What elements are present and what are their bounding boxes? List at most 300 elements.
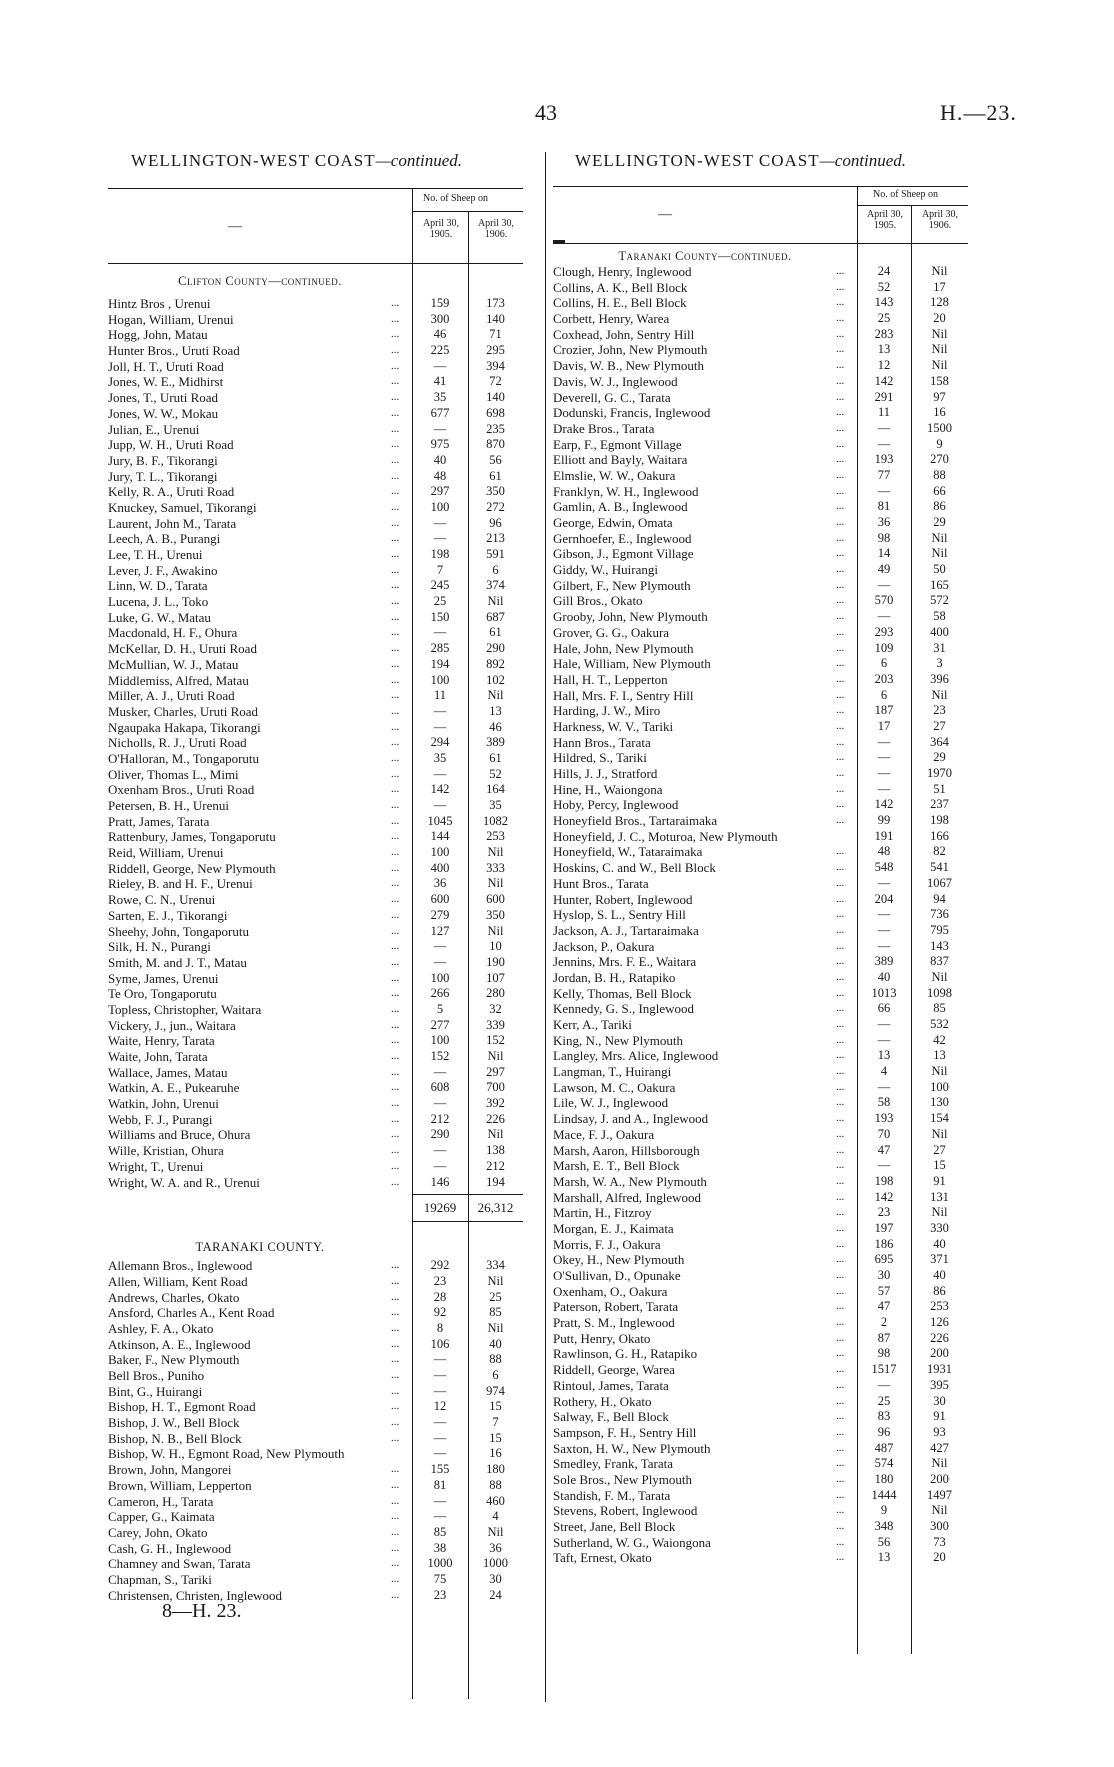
owner-name: Hogan, William, Urenui	[108, 311, 234, 327]
sheep-1906: 31	[933, 640, 946, 655]
table-row	[108, 1368, 523, 1384]
owner-name: Rowe, C. N., Urenui	[108, 892, 216, 908]
sheep-1905: 142	[874, 373, 894, 388]
sheep-1905: 13	[877, 342, 891, 357]
table-row	[108, 390, 523, 406]
owner-name: Williams and Bruce, Ohura	[108, 1127, 251, 1143]
sheep-1905: —	[433, 421, 447, 436]
leader-dots: ...	[836, 1002, 845, 1015]
leader-dots: ...	[836, 1080, 845, 1093]
owner-name: Silk, H. N., Purangi	[108, 939, 211, 955]
sheep-1905: 285	[430, 641, 450, 656]
owner-name: Andrews, Charles, Okato	[108, 1289, 240, 1305]
table-row	[553, 829, 968, 845]
owner-name: Oliver, Thomas L., Mimi	[108, 766, 239, 782]
sheep-1906: 85	[489, 1305, 502, 1320]
table-row	[108, 1033, 523, 1049]
sheep-1906: 364	[930, 734, 949, 749]
table-row	[553, 1488, 968, 1504]
sheep-1906: 389	[486, 735, 505, 750]
owner-name: Kelly, Thomas, Bell Block	[553, 985, 692, 1001]
leader-dots: ...	[391, 1572, 400, 1585]
sheep-1905: 1444	[871, 1487, 897, 1502]
sheep-1905: 48	[877, 844, 891, 859]
sheep-1905: —	[433, 1430, 447, 1445]
leader-dots: ...	[391, 1337, 400, 1350]
owner-name: Hunter, Robert, Inglewood	[553, 891, 693, 907]
owner-name: Hoskins, C. and W., Bell Block	[553, 860, 716, 876]
sheep-1905: 279	[430, 907, 450, 922]
sheep-1906: Nil	[931, 530, 948, 545]
left-rows-taranaki	[108, 1258, 523, 1603]
leader-dots: ...	[391, 783, 400, 796]
sheep-1905: —	[433, 1368, 447, 1382]
sheep-1905: 203	[874, 671, 894, 686]
table-row	[553, 986, 968, 1002]
leader-dots: ...	[836, 1253, 845, 1266]
owner-name: Jackson, A. J., Tartaraimaka	[553, 922, 699, 938]
sheep-1905: —	[877, 734, 891, 749]
table-row	[553, 609, 968, 625]
sheep-1906: 200	[930, 1346, 949, 1361]
sheep-1906: 280	[486, 986, 505, 1001]
sheep-1906: 427	[930, 1440, 949, 1455]
owner-name: O'Halloran, M., Tongaporutu	[108, 750, 260, 766]
sheep-1906: 30	[933, 1393, 946, 1408]
owner-name: Grooby, John, New Plymouth	[553, 609, 708, 625]
owner-name: Hunter Bros., Uruti Road	[108, 343, 240, 359]
table-row	[553, 1033, 968, 1049]
sheep-1906: 152	[486, 1033, 505, 1048]
table-row	[108, 767, 523, 783]
owner-name: Middlemiss, Alfred, Matau	[108, 672, 249, 688]
sheep-1906: 40	[489, 1336, 502, 1351]
owner-name: Marsh, Aaron, Hillsborough	[553, 1142, 700, 1158]
sheep-1906: 1497	[927, 1487, 952, 1502]
sheep-1906: 72	[489, 374, 502, 389]
table-row	[108, 688, 523, 704]
leader-dots: ...	[836, 547, 845, 560]
table-row	[108, 1096, 523, 1112]
sheep-1906: 190	[486, 954, 505, 969]
leader-dots: ...	[836, 814, 845, 827]
leader-dots: ...	[836, 767, 845, 779]
sheep-1905: 14	[877, 546, 891, 561]
table-row	[108, 1509, 523, 1525]
owner-name: Bell Bros., Puniho	[108, 1368, 205, 1383]
leader-dots: ...	[836, 782, 845, 795]
right-rows-taranaki	[553, 264, 968, 1566]
sheep-1906: 371	[930, 1252, 949, 1267]
owner-name: Davis, W. B., New Plymouth	[553, 358, 704, 374]
owner-name: Mace, F. J., Oakura	[553, 1126, 655, 1142]
sheep-1906: 86	[933, 1283, 946, 1298]
sheep-1905: 23	[877, 1205, 891, 1220]
table-row	[108, 594, 523, 610]
owner-name: Jury, T. L., Tikorangi	[108, 468, 218, 484]
sheep-1906: Nil	[931, 546, 948, 561]
leader-dots: ...	[391, 1494, 400, 1507]
sheep-1905: 40	[877, 969, 891, 984]
table-row	[553, 327, 968, 343]
sheep-1905: 5	[436, 1001, 444, 1016]
table-row	[553, 1190, 968, 1206]
owner-name: Cameron, H., Tarata	[108, 1493, 214, 1509]
sheep-1905: 24	[877, 264, 891, 278]
owner-name: Watkin, A. E., Pukearuhe	[108, 1080, 240, 1096]
owner-name: Marsh, W. A., New Plymouth	[553, 1173, 707, 1189]
sheep-1905: 152	[430, 1049, 450, 1063]
leader-dots: ...	[836, 1174, 845, 1187]
owner-name: Sheehy, John, Tongaporutu	[108, 923, 249, 939]
sheep-1906: 297	[486, 1064, 505, 1079]
sheep-1905: 2	[880, 1315, 888, 1330]
table-row	[108, 1305, 523, 1321]
page-footer: 8—H. 23.	[162, 1600, 242, 1622]
sheep-1905: 77	[877, 467, 891, 482]
leader-dots: ...	[391, 1353, 400, 1366]
owner-name: Reid, William, Urenui	[108, 845, 224, 861]
sheep-1905: 186	[874, 1236, 894, 1251]
sheep-1906: Nil	[931, 1126, 948, 1141]
sheep-1906: 154	[930, 1111, 949, 1126]
leader-dots: ...	[391, 485, 400, 498]
left-title-cont: —continued.	[375, 151, 463, 170]
leader-dots: ...	[391, 516, 400, 529]
table-row	[553, 452, 968, 468]
sheep-1906: Nil	[487, 923, 504, 938]
owner-name: Elmslie, W. W., Oakura	[553, 467, 676, 483]
table-row	[108, 1415, 523, 1431]
table-row	[108, 782, 523, 798]
sheep-1906: 394	[486, 358, 505, 373]
table-row	[553, 1017, 968, 1033]
sheep-1906: 700	[486, 1080, 505, 1095]
table-row	[553, 1550, 968, 1566]
sheep-1905: 12	[877, 358, 891, 373]
sheep-1905: 198	[430, 547, 450, 561]
owner-name: Putt, Henry, Okato	[553, 1330, 651, 1346]
leader-dots: ...	[391, 1321, 400, 1334]
sheep-1905: 7	[436, 562, 444, 577]
sheep-1905: 1013	[871, 985, 897, 1000]
leader-dots: ...	[836, 406, 845, 419]
sheep-1905: 9	[880, 1503, 888, 1518]
sheep-1905: —	[433, 515, 447, 530]
sheep-1905: —	[877, 420, 891, 435]
leader-dots: ...	[836, 939, 845, 952]
sheep-1906: 290	[486, 641, 505, 656]
sheep-1906: 687	[486, 609, 505, 624]
table-row	[108, 1258, 523, 1274]
sheep-1905: —	[877, 922, 891, 937]
sheep-1906: 91	[933, 1173, 946, 1188]
owner-name: Davis, W. J., Inglewood	[553, 373, 678, 389]
leader-dots: ...	[391, 971, 400, 984]
sheep-1906: 532	[930, 1017, 949, 1031]
sheep-1905: —	[433, 1493, 447, 1508]
leader-dots: ...	[836, 908, 845, 921]
sheep-1905: 187	[874, 703, 894, 718]
sheep-1906: 29	[933, 515, 946, 529]
table-row	[553, 531, 968, 547]
table-row	[108, 374, 523, 390]
sheep-1905: —	[877, 750, 891, 765]
sheep-1906: 9	[936, 436, 943, 451]
sheep-1906: 51	[933, 781, 946, 796]
sheep-1905: —	[433, 798, 447, 812]
sheep-1905: 6	[880, 656, 888, 671]
sheep-1905: 204	[874, 891, 894, 906]
left-table-header	[108, 188, 523, 264]
table-row	[108, 1384, 523, 1400]
leader-dots: ...	[836, 531, 845, 544]
sheep-1905: —	[433, 766, 447, 781]
sheep-1906: Nil	[487, 594, 504, 609]
sheep-1906: 52	[489, 766, 502, 781]
sheep-1906: 6	[492, 1368, 499, 1382]
leader-dots: ...	[836, 1284, 845, 1297]
sheep-1905: 142	[874, 797, 894, 812]
owner-name: Baker, F., New Plymouth	[108, 1352, 240, 1368]
table-row	[553, 1064, 968, 1080]
leader-dots: ...	[391, 642, 400, 655]
owner-name: Sole Bros., New Plymouth	[553, 1471, 693, 1487]
owner-name: Sampson, F. H., Sentry Hill	[553, 1424, 697, 1440]
section-heading: Clifton County—continued.	[178, 274, 342, 288]
owner-name: Joll, H. T., Uruti Road	[108, 358, 224, 374]
leader-dots: ...	[836, 986, 845, 999]
owner-name: Collins, A. K., Bell Block	[553, 279, 688, 295]
table-row	[108, 1018, 523, 1034]
leader-dots: ...	[391, 1018, 400, 1031]
owner-name: Wright, T., Urenui	[108, 1158, 204, 1174]
sheep-1906: Nil	[487, 876, 504, 891]
sheep-1905: 48	[433, 468, 447, 483]
table-row	[108, 1556, 523, 1572]
sheep-1905: —	[433, 531, 447, 546]
sheep-1905: —	[877, 436, 891, 451]
owner-name: Coxhead, John, Sentry Hill	[553, 326, 695, 342]
leader-dots: ...	[836, 1410, 845, 1423]
sheep-1905: 47	[877, 1299, 891, 1314]
sheep-1905: 23	[433, 1273, 447, 1288]
owner-name: Sarten, E. J., Tikorangi	[108, 907, 228, 923]
owner-name: Webb, F. J., Purangi	[108, 1111, 213, 1127]
table-row	[108, 924, 523, 940]
table-row	[553, 860, 968, 876]
owner-name: Street, Jane, Bell Block	[553, 1519, 676, 1534]
sheep-1905: 100	[430, 499, 450, 514]
owner-name: Hogg, John, Matau	[108, 327, 208, 343]
table-row	[553, 1174, 968, 1190]
table-row	[108, 1525, 523, 1541]
sheep-1905: 294	[430, 735, 450, 750]
sheep-1906: 194	[486, 1174, 505, 1189]
leader-dots: ...	[391, 438, 400, 451]
sheep-1905: —	[877, 577, 891, 592]
owner-name: Ashley, F. A., Okato	[108, 1320, 214, 1336]
owner-name: Wille, Kristian, Ohura	[108, 1143, 224, 1159]
sheep-1906: 1970	[927, 766, 952, 780]
sheep-1905: 180	[874, 1471, 894, 1486]
leader-dots: ...	[391, 940, 400, 953]
sheep-1906: 29	[933, 750, 946, 765]
leader-dots: ...	[836, 265, 845, 277]
sheep-1905: 11	[877, 405, 891, 420]
owner-name: Petersen, B. H., Urenui	[108, 798, 229, 813]
sheep-1905: 12	[433, 1399, 447, 1414]
sheep-1905: 297	[430, 484, 450, 499]
owner-name: Langman, T., Huirangi	[553, 1064, 672, 1080]
sheep-1905: 70	[877, 1126, 891, 1141]
leader-dots: ...	[391, 532, 400, 545]
leader-dots: ...	[836, 296, 845, 309]
owner-name: Oxenham, O., Oakura	[553, 1283, 668, 1299]
leader-dots: ...	[391, 689, 400, 702]
sheep-1905: —	[877, 609, 891, 624]
owner-name: Wright, W. A. and R., Urenui	[108, 1174, 260, 1190]
sheep-1905: 292	[430, 1258, 450, 1273]
sheep-1905: —	[433, 939, 447, 954]
leader-dots: ...	[836, 327, 845, 340]
table-row	[108, 1431, 523, 1447]
table-row	[553, 1111, 968, 1127]
sheep-1905: 348	[874, 1519, 894, 1533]
sheep-1906: 36	[489, 1540, 502, 1555]
owner-name: Gamlin, A. B., Inglewood	[553, 499, 688, 515]
table-row	[553, 688, 968, 704]
table-row	[553, 750, 968, 766]
sheep-1905: 35	[433, 750, 447, 765]
owner-name: Rintoul, James, Tarata	[553, 1377, 669, 1393]
owner-name: Rothery, H., Okato	[553, 1393, 652, 1409]
table-row	[553, 1158, 968, 1174]
leader-dots: ...	[836, 1551, 845, 1564]
left-table-body	[108, 264, 523, 1603]
table-row	[553, 939, 968, 955]
sheep-1906: Nil	[931, 687, 948, 702]
leader-dots: ...	[836, 390, 845, 403]
owner-name: Christensen, Christen, Inglewood	[108, 1587, 283, 1603]
owner-name: Harding, J. W., Miro	[553, 703, 661, 719]
sheep-1906: 164	[486, 782, 505, 797]
owner-name: Smedley, Frank, Tarata	[553, 1456, 674, 1472]
leader-dots: ...	[391, 893, 400, 906]
sheep-1906: 158	[930, 373, 949, 388]
sheep-1905: 142	[430, 782, 450, 797]
owner-name: Laurent, John M., Tarata	[108, 515, 237, 531]
owner-name: Carey, John, Okato	[108, 1524, 208, 1540]
sheep-1906: 698	[486, 405, 505, 420]
owner-name: Smith, M. and J. T., Matau	[108, 954, 247, 970]
sheep-1905: 58	[877, 1095, 891, 1110]
leader-dots: ...	[836, 484, 845, 497]
sheep-1906: 736	[930, 907, 949, 922]
sheep-1906: 88	[489, 1352, 502, 1367]
sheep-1906: Nil	[487, 1524, 504, 1539]
sheep-1906: 94	[933, 891, 946, 906]
leader-dots: ...	[836, 735, 845, 748]
leader-dots: ...	[836, 1472, 845, 1485]
sheep-1906: 1000	[483, 1556, 508, 1571]
sheep-1906: 1931	[927, 1362, 952, 1377]
leader-dots: ...	[391, 626, 400, 639]
leader-dots: ...	[836, 672, 845, 685]
table-row	[553, 405, 968, 421]
sheep-1906: 24	[489, 1587, 502, 1602]
table-row	[553, 1143, 968, 1159]
owner-name: Ansford, Charles A., Kent Road	[108, 1305, 275, 1321]
sheep-1906: 20	[933, 311, 946, 326]
owner-name: Pratt, James, Tarata	[108, 813, 210, 829]
sheep-1906: 50	[933, 562, 946, 577]
sheep-1905: 197	[874, 1220, 894, 1235]
table-row	[108, 892, 523, 908]
owner-name: Bishop, H. T., Egmont Road	[108, 1399, 256, 1415]
leader-dots: ...	[836, 1394, 845, 1407]
owner-name: Hale, William, New Plymouth	[553, 656, 711, 672]
owner-name: Giddy, W., Huirangi	[553, 562, 658, 578]
leader-dots: ...	[391, 1065, 400, 1078]
sheep-1906: 73	[933, 1534, 946, 1549]
table-row	[108, 971, 523, 987]
table-row	[553, 766, 968, 782]
sheep-1905: 277	[430, 1017, 450, 1032]
sheep-1905: 100	[430, 845, 450, 860]
table-row	[108, 798, 523, 814]
sheep-1906: 86	[933, 499, 946, 514]
left-title	[131, 151, 462, 171]
sheep-1906: 32	[489, 1001, 502, 1016]
sheep-1906: Nil	[931, 1064, 948, 1079]
left-rows-clifton	[108, 296, 523, 1190]
table-row	[108, 578, 523, 594]
table-row	[553, 892, 968, 908]
sheep-1906: 350	[486, 484, 505, 499]
leader-dots: ...	[391, 453, 400, 466]
sheep-1905: 30	[877, 1268, 891, 1282]
sheep-1906: 213	[486, 531, 505, 546]
sheep-1906: 66	[933, 483, 946, 498]
table-row	[108, 422, 523, 438]
sheep-1905: —	[433, 703, 447, 718]
sheep-1906: 226	[930, 1330, 949, 1345]
sheep-1906: 140	[486, 311, 505, 326]
leader-dots: ...	[391, 1050, 400, 1062]
leader-dots: ...	[391, 657, 400, 670]
owner-name: Bishop, N. B., Bell Block	[108, 1430, 242, 1446]
owner-name: Collins, H. E., Bell Block	[553, 295, 687, 311]
owner-name: Harkness, W. V., Tariki	[553, 718, 674, 734]
sheep-1905: 36	[433, 876, 447, 891]
table-row	[553, 1409, 968, 1425]
leader-dots: ...	[391, 406, 400, 419]
sheep-1906: 837	[930, 954, 949, 969]
sheep-1905: —	[433, 1158, 447, 1173]
table-row	[108, 563, 523, 579]
sheep-1905: 28	[433, 1289, 447, 1304]
table-row	[553, 1346, 968, 1362]
owner-name: Brown, William, Lepperton	[108, 1477, 252, 1493]
leader-dots: ...	[836, 861, 845, 874]
leader-dots: ...	[836, 563, 845, 576]
leader-dots: ...	[391, 1081, 400, 1094]
leader-dots: ...	[391, 1175, 400, 1188]
owner-name: Jones, W. W., Mokau	[108, 405, 219, 421]
owner-name: Bishop, J. W., Bell Block	[108, 1415, 240, 1431]
sheep-1906: Nil	[487, 688, 504, 703]
